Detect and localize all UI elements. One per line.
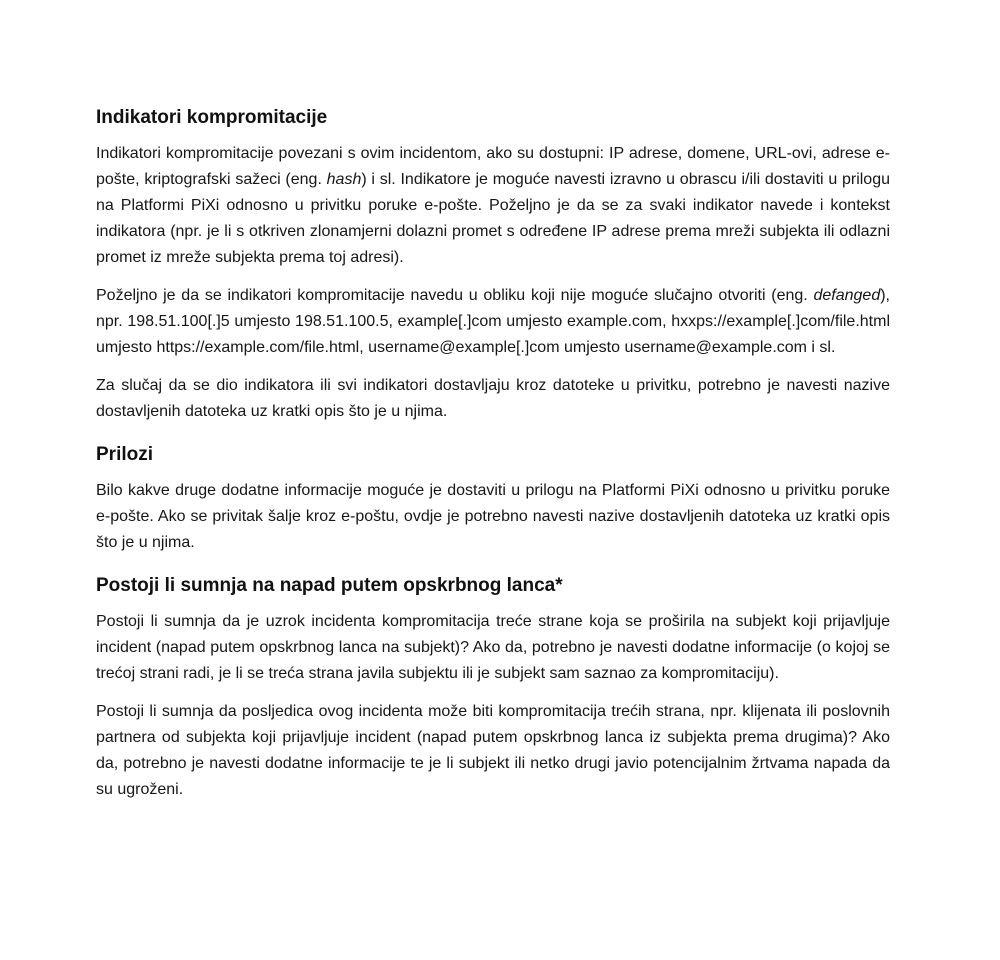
text-run: Poželjno je da se indikatori kompromitacije navedu u obliku koji nije moguće slučajno otvoriti (eng. (96, 287, 814, 304)
paragraph: Postoji li sumnja da je uzrok incidenta kompromitacija treće strane koja se proširila na subjekt koji prijavljuje incident (napad putem opskrbnog lanca na subjekt)? Ako da, potrebno je navesti dodatne informacije (o kojoj se trećoj strani radi, je li se treća strana javila subjektu ili je subjekt sam saznao za kompromitaciju). (96, 613, 890, 682)
term-italic: defanged (813, 287, 881, 304)
paragraph: Za slučaj da se dio indikatora ili svi indikatori dostavljaju kroz datoteke u privitku, potrebno je navesti nazive dostavljenih datoteka uz kratki opis što je u njima. (96, 377, 890, 420)
paragraph: Bilo kakve druge dodatne informacije moguće je dostaviti u prilogu na Platformi PiXi odnosno u privitku poruke e-pošte. Ako se privitak šalje kroz e-poštu, ovdje je potrebno navesti nazive dostavljenih datoteka uz kratki opis što je u njima. (96, 482, 890, 551)
paragraph: Postoji li sumnja da posljedica ovog incidenta može biti kompromitacija trećih strana, npr. klijenata ili poslovnih partnera od subjekta koji prijavljuje incident (napad putem opskrbnog lanca iz subjekta prema drugima)? Ako da, potrebno je navesti dodatne informacije te je li subjekt ili netko drugi javio potencijalnim žrtvama napada da su ugroženi. (96, 703, 890, 798)
text-run: Indikatori kompromitacije povezani s ovim incidentom, ako su dostupni: IP adrese, domene, URL-ovi, adrese e-pošte, kriptografski sažeci (eng. (96, 145, 890, 188)
paragraph (96, 283, 890, 361)
section-heading: Indikatori kompromitacije (96, 107, 328, 128)
section-attachments (96, 441, 890, 556)
section-heading: Postoji li sumnja na napad putem opskrbnog lanca* (96, 575, 563, 596)
text-run: ) i sl. Indikatore je moguće navesti izravno u obrascu i/ili dostaviti u prilogu na Platformi PiXi odnosno u privitku poruke e-pošte. Poželjno je da se za svaki indikator navede i kontekst indikatora (npr. je li s otkriven zlonamjerni dolazni promet s određene IP adrese prema mreži subjekta ili odlazni promet iz mreže subjekta prema toj adresi). (96, 171, 890, 266)
section-indicators (96, 104, 890, 425)
text-run: ), npr. 198.51.100[.]5 umjesto 198.51.100.5, example[.]com umjesto example.com, hxxps://example[.]com/file.html umjesto https://example.com/file.html, username@example[.]com umjesto username@example.com i sl. (96, 287, 890, 356)
section-supply-chain (96, 572, 890, 803)
section-heading: Prilozi (96, 444, 154, 465)
term-italic: hash (326, 171, 362, 188)
paragraph (96, 141, 890, 271)
